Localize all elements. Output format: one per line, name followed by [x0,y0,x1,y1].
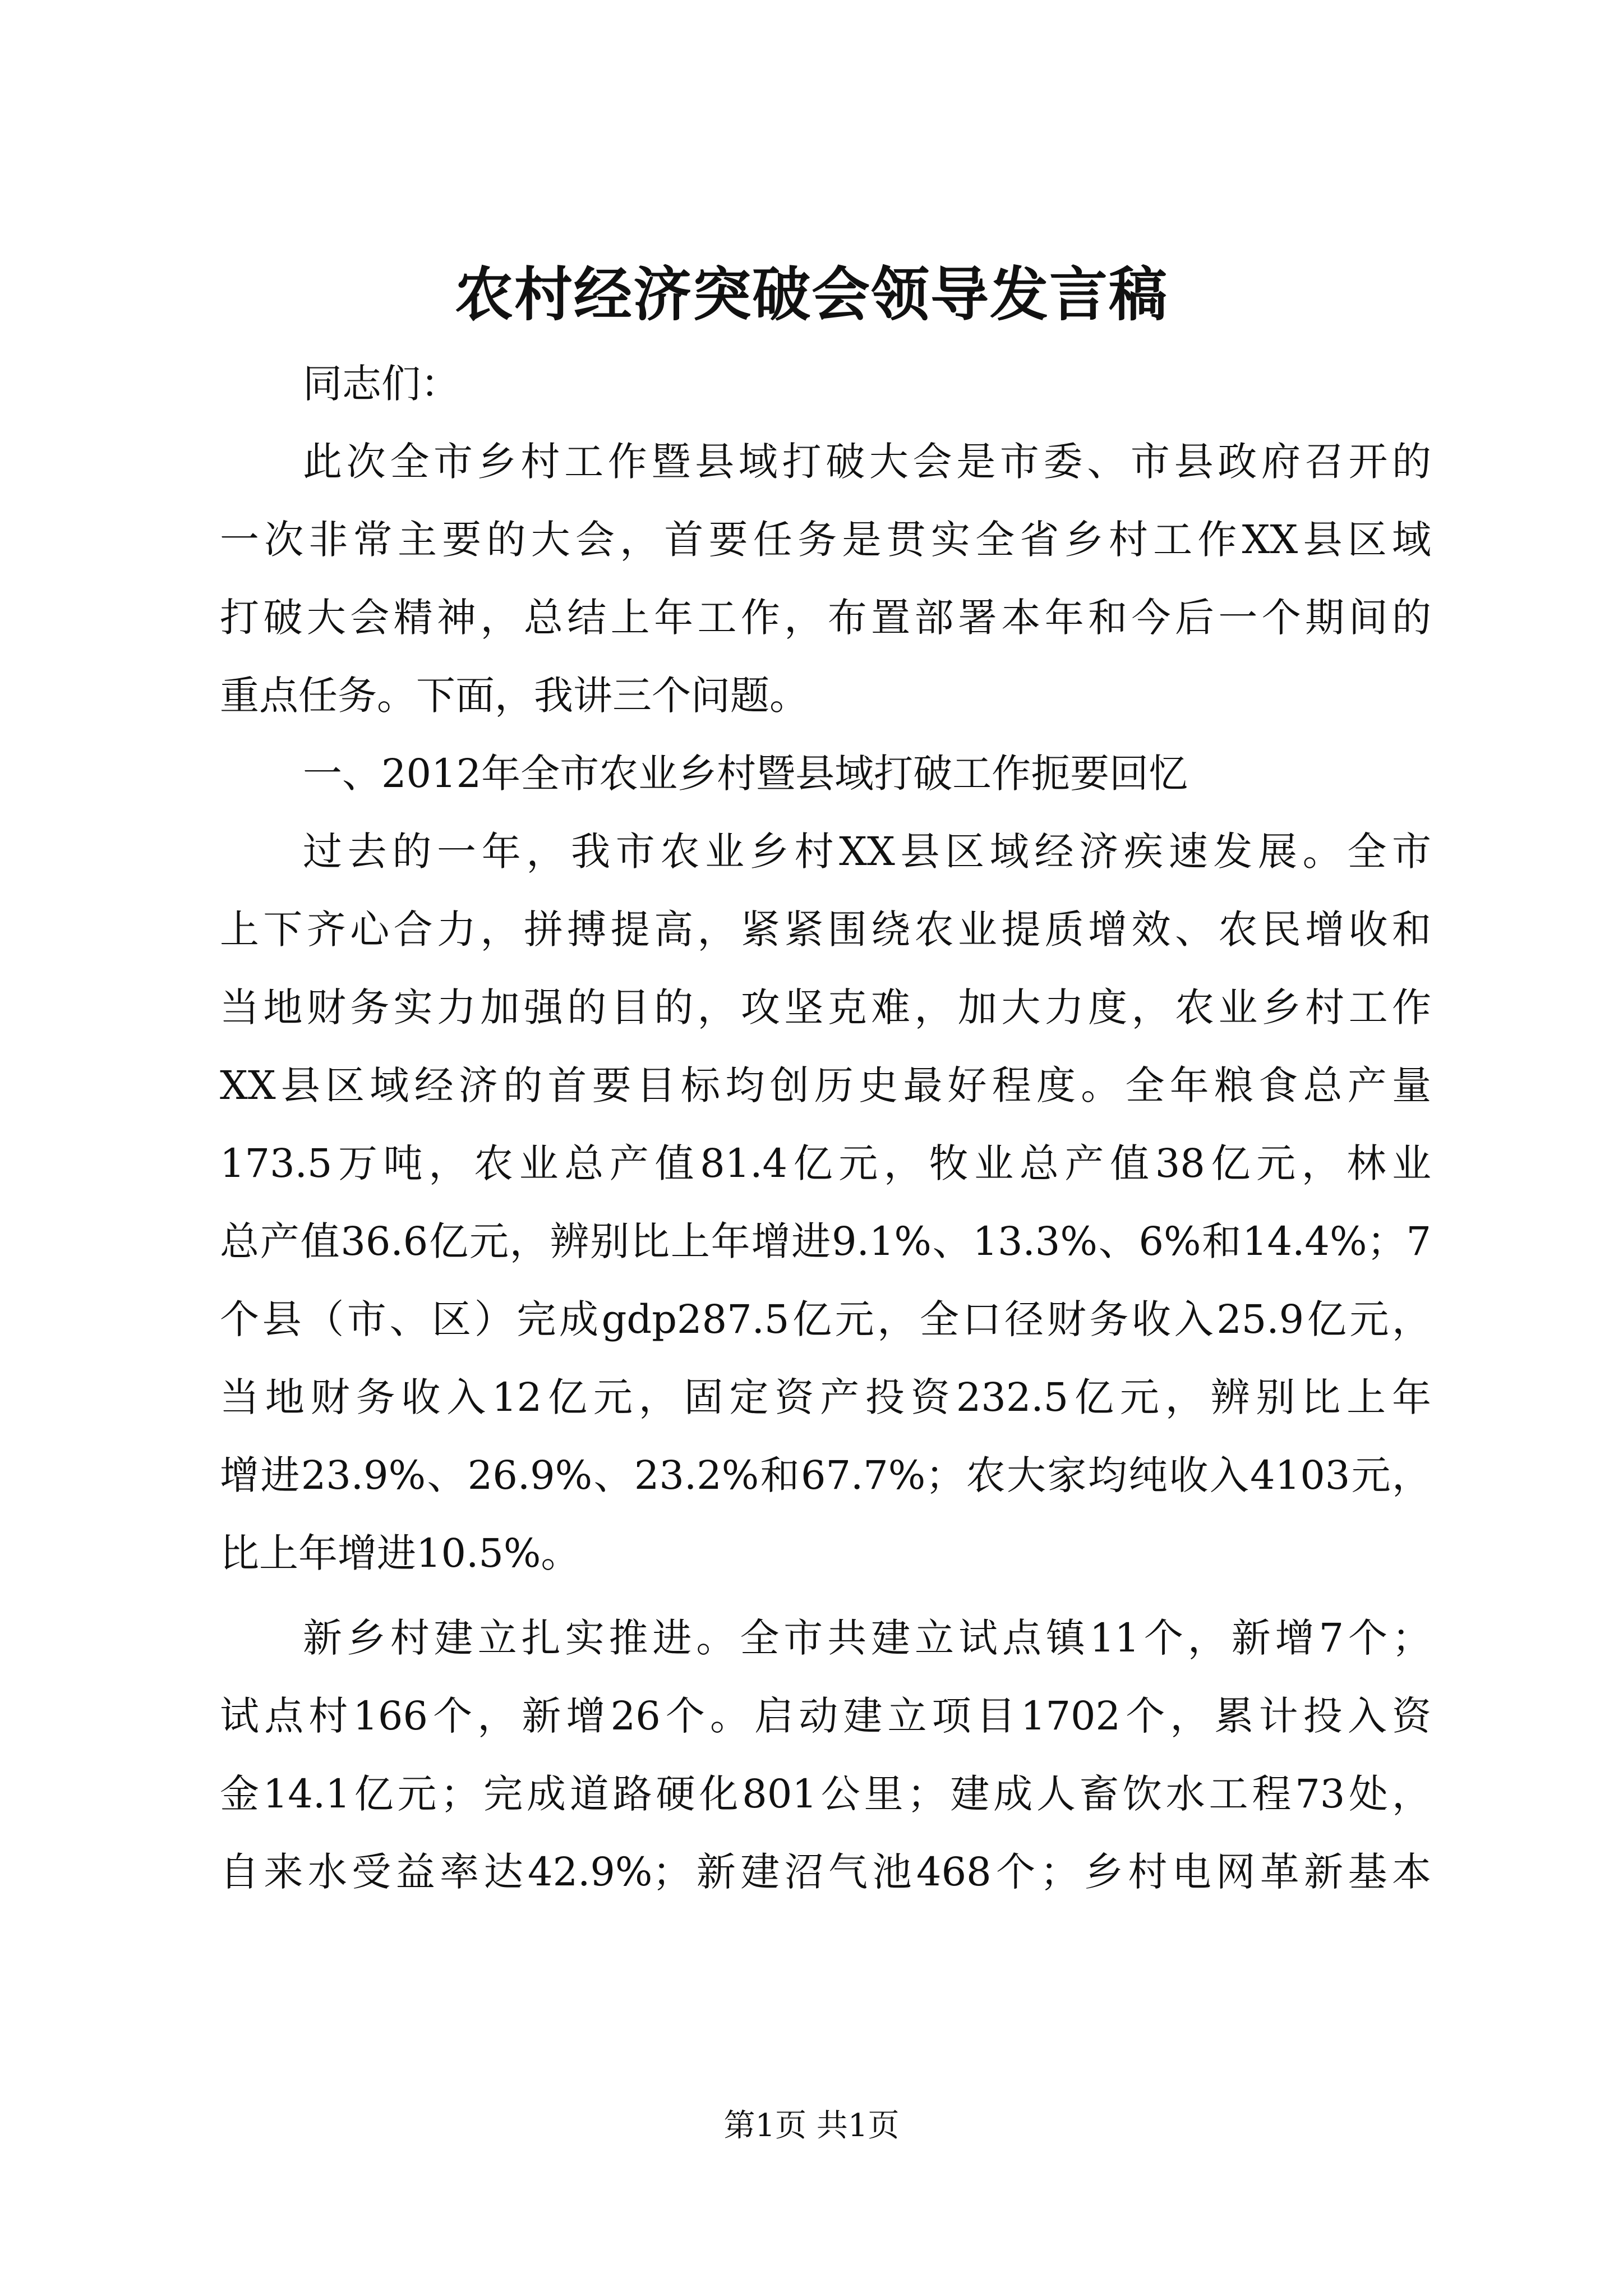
paragraph-2-line-2: 上下齐心合力，拼搏提高，紧紧围绕农业提质增效、农民增收和 [220,907,1431,953]
paragraph-2-line-6: 总产值36.6亿元，辨别比上年增进9.1%、13.3%、6%和14.4%；7 [220,1218,1431,1264]
paragraph-2-line-10: 比上年增进10.5%。 [220,1530,580,1576]
paragraph-3-line-4: 自来水受益率达42.9%；新建沼气池468个；乡村电网革新基本 [220,1849,1431,1895]
paragraph-1-line-3: 打破大会精神，总结上年工作，布置部署本年和今后一个期间的 [220,595,1431,641]
paragraph-2-line-4: XX县区域经济的首要目标均创历史最好程度。全年粮食总产量 [220,1062,1431,1108]
page-footer: 第1页 共1页 [723,2108,900,2144]
paragraph-1-line-1: 此次全市乡村工作暨县域打破大会是市委、市县政府召开的 [303,439,1431,485]
document-title: 农村经济突破会领导发言稿 [454,260,1168,329]
section-heading-1: 一、2012年全市农业乡村暨县域打破工作扼要回忆 [303,751,1188,797]
paragraph-3-line-2: 试点村166个，新增26个。启动建立项目1702个，累计投入资 [220,1693,1431,1739]
paragraph-2-line-9: 增进23.9%、26.9%、23.2%和67.7%；农大家均纯收入4103元， [220,1452,1431,1498]
paragraph-2-line-5: 173.5万吨，农业总产值81.4亿元，牧业总产值38亿元，林业 [220,1140,1431,1186]
paragraph-1-line-4: 重点任务。下面，我讲三个问题。 [220,673,809,719]
paragraph-3-line-3: 金14.1亿元；完成道路硬化801公里；建成人畜饮水工程73处， [220,1771,1431,1817]
paragraph-2-line-7: 个县（市、区）完成gdp287.5亿元，全口径财务收入25.9亿元， [220,1296,1431,1342]
document-body [220,345,1431,1911]
paragraph-1-line-2: 一次非常主要的大会，首要任务是贯实全省乡村工作XX县区域 [220,517,1431,563]
salutation-line: 同志们： [303,361,460,407]
paragraph-3-line-1: 新乡村建立扎实推进。全市共建立试点镇11个，新增7个； [303,1615,1431,1661]
paragraph-2-line-8: 当地财务收入12亿元，固定资产投资232.5亿元，辨别比上年 [220,1374,1431,1420]
paragraph-2-line-3: 当地财务实力加强的目的，攻坚克难，加大力度，农业乡村工作 [220,984,1431,1030]
paragraph-2-line-1: 过去的一年，我市农业乡村XX县区域经济疾速发展。全市 [303,829,1431,875]
